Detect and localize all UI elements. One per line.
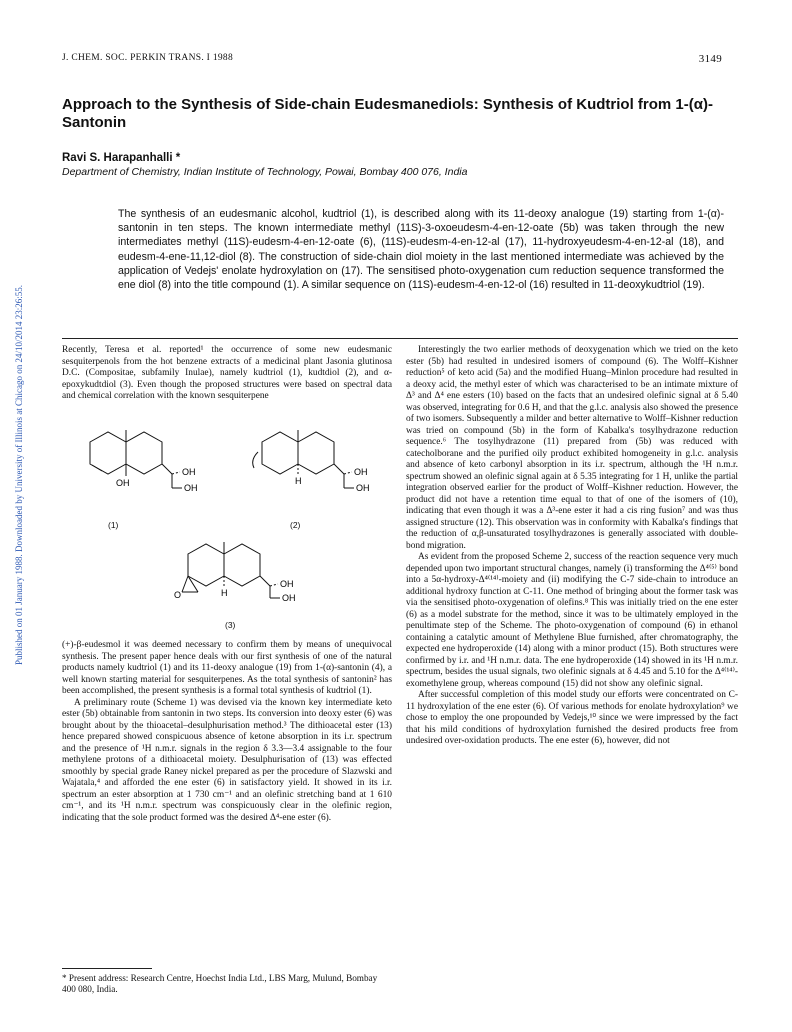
affiliation: Department of Chemistry, Indian Institute of Technology, Powai, Bombay 400 076, India <box>62 166 468 178</box>
structure-1 <box>68 428 208 512</box>
s3-h: H <box>221 588 228 598</box>
s3-o: O <box>174 590 182 600</box>
page-number: 3149 <box>698 53 722 65</box>
s3-oh-bottom: OH <box>282 593 296 603</box>
structure-2 <box>240 428 380 512</box>
paragraph-scheme-2: As evident from the proposed Scheme 2, success of the reaction sequence very much depended upon two important structural changes, namely (i) transforming the Δ⁴⁽⁵⁾ bond into a 5α-hydroxy-Δ⁴⁽¹⁴⁾-moiety and (ii) modifying the C-7 side-chain to introduce an additional hydroxy function at C-11. One method of bringing about the former task was via the sensitised photo-oxygenation of olefins.⁸ This was initially tried on the ene ester (6) as a model substrate for the method, since it was to be ultimately employed in the penultimate step of the Scheme. The photo-oxygenation of compound (6) in ethanol containing a catalytic amount of Methylene Blue furnished, after chromatography, the expected ene hydroperoxide (14) along with a minor product (15). Both structures were confirmed by i.r. and ¹H n.m.r. data. The ene hydroperoxide (14) showed in its ¹H n.m.r. spectrum, besides the usual signals, two olefinic signals at δ 4.45 and 5.10 for the Δ⁴⁽¹⁴⁾-exomethylene group, whereas compound (15) did not show any olefinic signal. <box>406 552 738 689</box>
column-1-intro <box>62 345 392 403</box>
download-watermark <box>0 105 24 665</box>
paragraph-deoxygenation: Interestingly the two earlier methods of deoxygenation which we tried on the keto ester (5b) had resulted in undesired isomers of compound (6). The Wolff–Kishner reduction⁵ of keto acid (5a) and the modified Huang–Minlon procedure had resulted in a deoxy acid, the methyl ester of which was characterised to be an intimate mixture of Δ³ and Δ⁴ ene esters (10) based on the facts that an undesired olefinic signal at δ 5.40 was observed, integrating for 0.6 H, and that the g.l.c. analysis also showed the presence of two isomers. Subsequently a milder and better alternative to Wolff–Kishner reduction was tried on compound (5b) in the form of Kabalka's tosylhydrazone reduction sequence.⁶ The tosylhydrazone (11) prepared from (5b) was reduced with catecholborane and the purified oily product exhibited homogeneity in g.l.c. analysis and absence of keto carbonyl absorption in its i.r. spectrum, although the ¹H n.m.r. spectrum showed an olefinic signal again at δ 5.35 integrating for 1 H, unlike the partial integration observed earlier for the product of Wolff–Kishner reduction. However, the product did not have a retention time equal to that of one of the isomers of (10), indicating that even though it was a Δ³-ene ester it had a cis ring fusion⁷ and was thus assigned structure (12). This observation was in conformity with Kabalka's findings that the reduction of α,β-unsaturated tosylhydrazones is generally associated with double-bond migration. <box>406 345 738 551</box>
download-watermark-text: Published on 01 January 1988. Downloaded by University of Illinois at Chicago on 24/10/2014 23:26:55. <box>14 285 24 665</box>
s3-oh-top: OH <box>280 579 294 589</box>
footnote-rule <box>62 968 152 969</box>
paragraph-preliminary-route: A preliminary route (Scheme 1) was devised via the known key intermediate keto ester (5b) obtainable from santonin in two steps. Its conversion into deoxy ester (6) was brought about by the thioacetal–desulphurisation method.³ The dithioacetal ester (13) hence prepared showed conspicuous absence of ketone absorption in its i.r. spectrum and the presence of ¹H n.m.r. signals in the region δ 3.3—3.4 assignable to the four methylene protons of a dithioacetal moiety. Desulphurisation of (13) was effected smoothly by special grade Raney nickel prepared as per the procedure of Slazwski and Wajatala,⁴ and afforded the ene ester (6) in satisfactory yield. It showed in its i.r. spectrum an ester absorption at 1 730 cm⁻¹ and an olefinic stretching band at 1 610 cm⁻¹, and its ¹H n.m.r. spectrum was conspicuously clear in the olefinic region, indicating that the sole product formed was the desired Δ⁴-ene ester (6). <box>62 697 392 823</box>
author: Ravi S. Harapanhalli * <box>62 152 181 164</box>
s1-oh-ring: OH <box>116 478 130 488</box>
structure-3 <box>158 540 318 620</box>
abstract: The synthesis of an eudesmanic alcohol, kudtriol (1), is described along with its 11-deoxy analogue (19) starting from 1-(α)-santonin in ten steps. The known intermediate methyl (11S)-3-oxoeudesm-4-en-12-oate (5b) was taken through the new intermediates methyl (11S)-eudesm-4-en-12-oate (6), (11S)-eudesm-4-en-12-al (17), 11-hydroxyeudesm-4-en-12-al (18), and eudesm-4-ene-11,12-diol (8). The construction of side-chain diol moiety in the last mentioned intermediate was achieved by the application of Vedejs' enolate hydroxylation on (17). The sensitised photo-oxygenation cum reduction sequence transformed the ene diol (8) into the title compound (1). A similar sequence on (11S)-eudesm-4-en-12-ol (16) resulted in 11-deoxykudtriol (19). <box>118 208 724 292</box>
structure-2-label: (2) <box>290 520 301 530</box>
s1-oh-top: OH <box>182 467 196 477</box>
s2-h: H <box>295 476 302 486</box>
s2-oh-top: OH <box>354 467 368 477</box>
column-1-body <box>62 640 392 824</box>
structure-3-label: (3) <box>225 620 236 630</box>
paper-title: Approach to the Synthesis of Side-chain Eudesmanediols: Synthesis of Kudtriol from 1-(α)-Santonin <box>62 96 713 131</box>
s1-oh-bottom: OH <box>184 483 198 493</box>
paragraph-hydroxylation: After successful completion of this model study our efforts were concentrated on C-11 hydroxylation of the ene ester (6). Of various methods for enolate hydroxylation⁹ we chose to employ the one propounded by Vedejs,¹⁰ since we were impressed by the fact that his mild conditions of hydroxylation furnished the desired products free from undesired over-oxidation products. The ene ester (6), however, did not <box>406 690 738 746</box>
footnote: * Present address: Research Centre, Hoechst India Ltd., LBS Marg, Mulund, Bombay 400 080, India. <box>62 973 378 994</box>
s2-oh-bottom: OH <box>356 483 370 493</box>
journal-header: J. CHEM. SOC. PERKIN TRANS. I 1988 <box>62 53 234 63</box>
intro-paragraph: Recently, Teresa et al. reported¹ the occurrence of some new eudesmanic sesquiterpenols from the hot benzene extracts of a medicinal plant Jasonia glutinosa D.C. (Compositae, subfamily Inulae), namely kudtriol (1), kudtdiol (2), and α-epoxykudtdiol (3). Even though the proposed structures were based on spectral data and chemical correlation with the known sesquiterpene <box>62 345 392 401</box>
abstract-rule <box>62 338 738 339</box>
paragraph-eudesmol: (+)-β-eudesmol it was deemed necessary to confirm them by means of unequivocal synthesis. The present paper hence deals with our first synthesis of one of the natural products namely kudtriol (1) and its 11-deoxy analogue (19) from 1-(α)-santonin (4), a well known starting material for sesquiterpenes. As the total synthesis of santonin² has been accomplished, the present synthesis is a formal total synthesis of kudtriol (1). <box>62 640 392 696</box>
column-2 <box>406 345 738 748</box>
structure-1-label: (1) <box>108 520 119 530</box>
